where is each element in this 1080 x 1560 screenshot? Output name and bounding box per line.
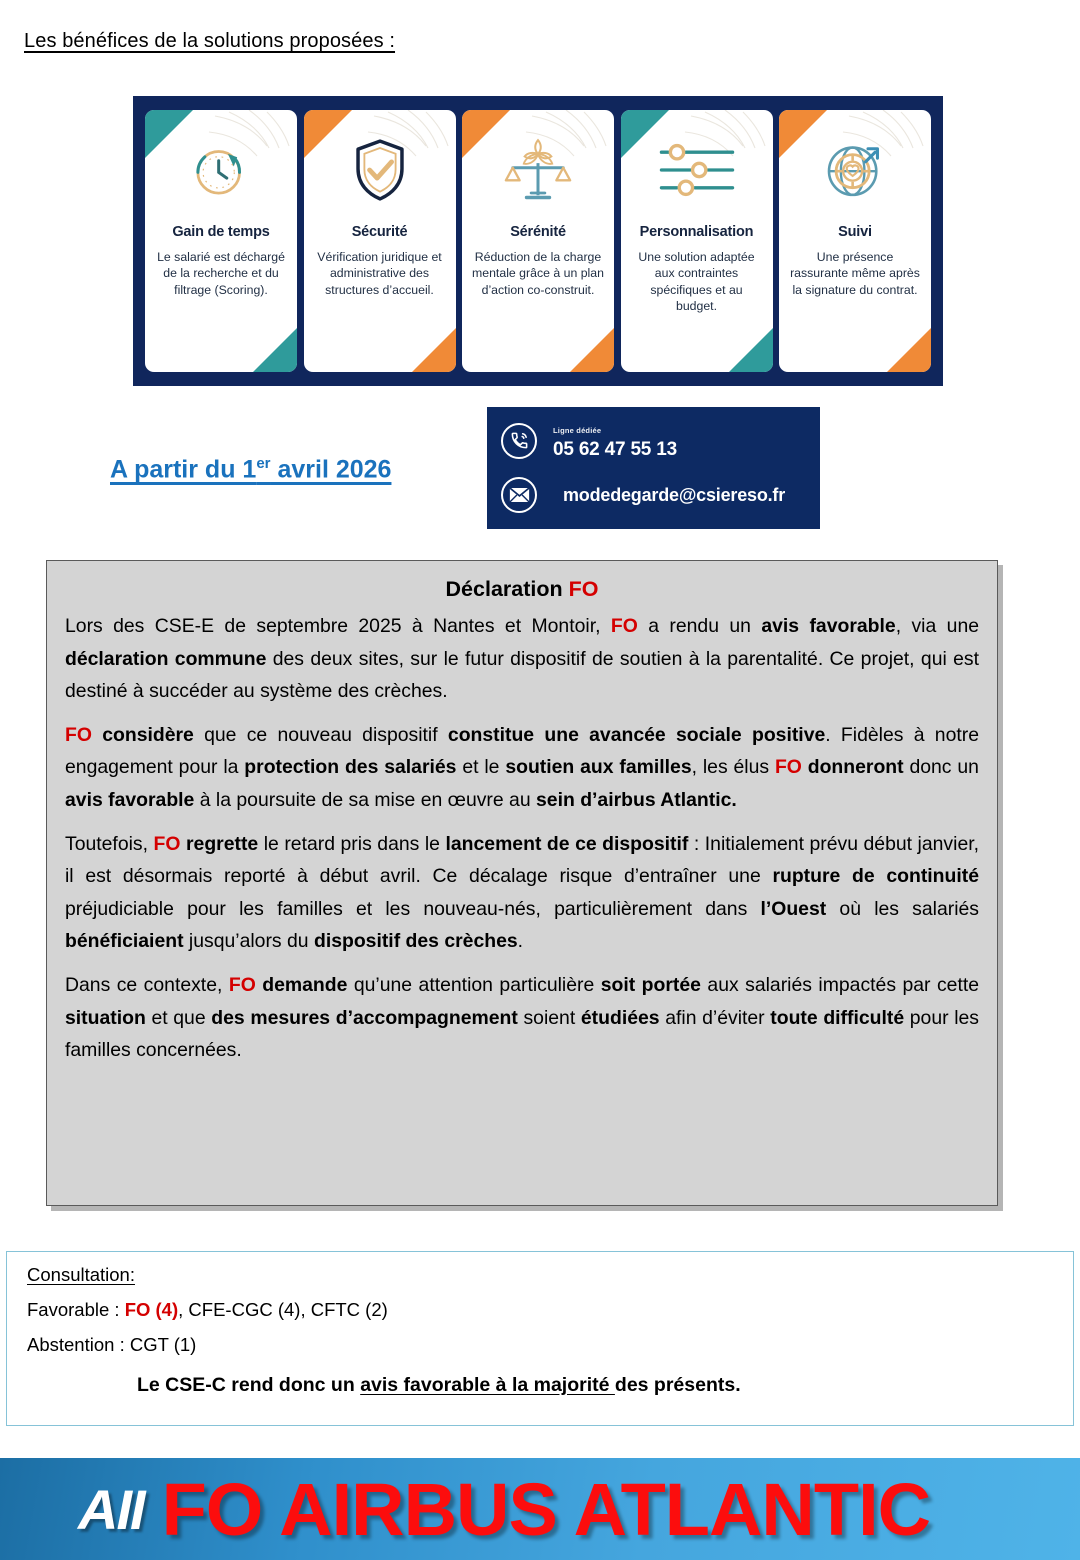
benefit-card-description: Le salarié est déchargé de la recherche et du filtrage (Scoring).	[157, 250, 285, 297]
emphasis-text: donneront	[801, 756, 904, 779]
declaration-paragraph-2	[65, 719, 979, 817]
body-text: pour les familles concernées.	[65, 1006, 979, 1062]
benefit-card-description: Une solution adaptée aux contraintes spécifiques et au budget.	[638, 250, 755, 314]
declaration-body	[65, 610, 979, 1067]
fo-mark: FO	[65, 723, 92, 746]
consultation-abstention-line: Abstention : CGT (1)	[27, 1334, 197, 1355]
body-text: préjudiciable pour les familles et les nouveau-nés, particulièrement dans	[65, 897, 761, 920]
benefit-card-4	[621, 110, 773, 372]
contact-email-value: modedegarde@csiereso.fr	[563, 484, 786, 505]
date-prefix: A partir du 1	[110, 455, 257, 484]
body-text: : Initialement prévu début janvier, il est désormais reporté à début avril. Ce décalage risque d’entraîner une	[65, 832, 979, 888]
emphasis-text: constitue une avancée sociale positive	[447, 723, 826, 746]
fo-mark: FO	[153, 832, 181, 855]
card-corner-bottom-right	[570, 328, 614, 372]
emphasis-text: demande	[255, 973, 348, 996]
body-text: donc un	[903, 756, 979, 779]
body-text: , les élus	[691, 756, 775, 779]
scales-lotus-icon	[469, 118, 607, 222]
clock-refresh-icon	[152, 118, 290, 222]
conclusion-pre: Le CSE-C rend donc un	[137, 1374, 361, 1396]
page-title: Les bénéfices de la solutions proposées :	[24, 30, 396, 52]
emphasis-text: l’Ouest	[760, 897, 827, 920]
envelope-icon	[501, 477, 537, 513]
favorable-rest: , CFE-CGC (4), CFTC (2)	[178, 1299, 388, 1320]
benefits-infographic	[133, 96, 943, 386]
fo-mark: FO	[610, 615, 638, 637]
contact-phone-text	[553, 420, 677, 461]
declaration-paragraph-1	[65, 610, 979, 708]
declaration-paragraph-4	[65, 969, 979, 1067]
body-text: soient	[517, 1006, 581, 1029]
emphasis-text: dispositif des crèches	[313, 930, 518, 953]
emphasis-text: regrette	[180, 832, 259, 855]
favorable-fo: FO (4)	[124, 1299, 179, 1320]
start-date-line	[110, 455, 391, 484]
body-text: que ce nouveau dispositif	[193, 723, 448, 746]
shield-check-icon	[311, 118, 449, 222]
phone-icon	[501, 423, 537, 459]
emphasis-text: lancement de ce dispositif	[445, 832, 689, 855]
body-text: qu’une attention particulière	[347, 973, 601, 996]
body-text: aux salariés impactés par cette	[700, 973, 980, 996]
benefit-card-3	[462, 110, 614, 372]
date-ordinal-suffix: er	[256, 455, 271, 472]
body-text: . Fidèles à notre engagement pour la	[65, 723, 979, 779]
body-text: jusqu’alors du	[183, 930, 314, 953]
footer-aii-logo: AII	[78, 1477, 144, 1541]
body-text: le retard pris dans le	[258, 832, 446, 855]
contact-card	[487, 407, 820, 529]
declaration-paragraph-3	[65, 828, 979, 958]
benefit-card-title: Sérénité	[510, 224, 566, 240]
declaration-box	[46, 560, 998, 1206]
lifebuoy-heart-icon	[786, 118, 924, 222]
declaration-title-text: Déclaration	[445, 577, 569, 601]
emphasis-text: rupture de continuité	[772, 865, 979, 888]
emphasis-text: étudiées	[580, 1006, 660, 1029]
body-text: et que	[145, 1006, 212, 1029]
benefit-card-description: Réduction de la charge mentale grâce à un plan d’action co-construit.	[472, 250, 604, 297]
contact-phone-row	[501, 420, 806, 461]
body-text: Toutefois,	[65, 832, 154, 855]
footer-banner	[0, 1458, 1080, 1560]
body-text: Lors des CSE-E de septembre 2025 à Nantes et Montoir,	[65, 615, 611, 637]
contact-phone-label: Ligne dédiée	[553, 426, 602, 435]
contact-email-text	[563, 485, 785, 506]
contact-email-row	[501, 477, 806, 513]
benefit-card-description: Une présence rassurante même après la signature du contrat.	[790, 250, 920, 297]
body-text: Dans ce contexte,	[65, 973, 229, 996]
emphasis-text: soutien aux familles	[505, 756, 692, 779]
fo-mark: FO	[228, 973, 256, 996]
benefit-card-title: Personnalisation	[639, 224, 754, 240]
favorable-label: Favorable :	[27, 1299, 125, 1320]
body-text: où les salariés	[826, 897, 979, 920]
fo-mark: FO	[774, 756, 802, 779]
benefit-card-title: Sécurité	[351, 224, 408, 240]
body-text: a rendu un	[637, 615, 762, 637]
consultation-conclusion	[27, 1374, 1053, 1397]
body-text: .	[517, 930, 524, 953]
sliders-settings-icon	[628, 118, 766, 222]
conclusion-post: des présents.	[614, 1374, 741, 1396]
emphasis-text: protection des salariés	[244, 756, 457, 779]
emphasis-text: toute difficulté	[770, 1006, 905, 1029]
benefit-card-title: Gain de temps	[172, 224, 270, 240]
body-text: afin d’éviter	[659, 1006, 771, 1029]
emphasis-text: bénéficiaient	[65, 930, 184, 953]
benefit-card-2	[304, 110, 456, 372]
emphasis-text: déclaration commune	[65, 647, 267, 670]
card-corner-bottom-right	[887, 328, 931, 372]
conclusion-underlined: avis favorable à la majorité	[360, 1374, 615, 1396]
emphasis-text: des mesures d’accompagnement	[211, 1006, 518, 1029]
emphasis-text: soit portée	[600, 973, 701, 996]
emphasis-text: situation	[65, 1006, 146, 1029]
body-text: et le	[456, 756, 506, 779]
consultation-favorable-line	[27, 1299, 1053, 1321]
date-suffix: avril 2026	[270, 455, 392, 484]
benefit-card-1	[145, 110, 297, 372]
emphasis-text: avis favorable	[761, 615, 896, 637]
body-text: des deux sites, sur le futur dispositif de soutien à la parentalité. Ce projet, qui est destiné à succéder au système des crèches.	[65, 647, 979, 703]
emphasis-text: considère	[91, 723, 194, 746]
card-corner-bottom-right	[412, 328, 456, 372]
contact-phone-value: 05 62 47 55 13	[553, 439, 677, 460]
declaration-title	[65, 577, 979, 602]
body-text: à la poursuite de sa mise en œuvre au	[194, 788, 537, 811]
card-corner-bottom-right	[729, 328, 773, 372]
consultation-title: Consultation:	[27, 1264, 135, 1285]
declaration-title-fo: FO	[568, 577, 599, 601]
emphasis-text: avis favorable	[65, 788, 195, 811]
benefit-card-5	[779, 110, 931, 372]
body-text: , via une	[895, 615, 980, 637]
consultation-box	[6, 1251, 1074, 1426]
emphasis-text: sein d’airbus Atlantic.	[536, 788, 737, 811]
benefit-card-title: Suivi	[838, 224, 872, 240]
benefit-card-description: Vérification juridique et administrative des structures d’accueil.	[317, 250, 442, 297]
card-corner-bottom-right	[253, 328, 297, 372]
footer-title: FO AIRBUS ATLANTIC	[161, 1467, 931, 1551]
